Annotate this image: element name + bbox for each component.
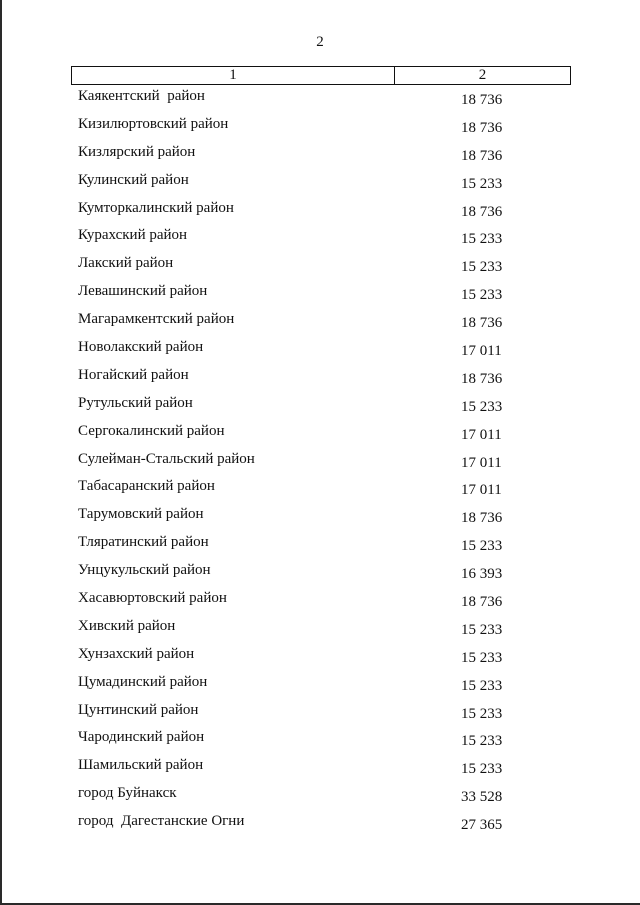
district-value: 17 011 (461, 343, 502, 360)
district-name: Тляратинский район (78, 534, 209, 551)
table-row (0, 116, 640, 144)
table-header-row (71, 66, 571, 85)
district-value: 15 233 (461, 538, 503, 555)
district-name: Ногайский район (78, 366, 189, 383)
district-name: Чародинский район (78, 729, 205, 746)
district-name: Сулейман-Стальский район (78, 450, 255, 467)
table-row (0, 702, 640, 730)
table-row (0, 395, 640, 423)
district-name: Кумторкалинский район (78, 199, 234, 216)
table-row (0, 729, 640, 757)
table-row (0, 785, 640, 813)
district-name: Кизилюртовский район (78, 115, 229, 132)
district-value: 15 233 (461, 705, 503, 722)
district-name: Шамильский район (78, 757, 204, 774)
table-row (0, 283, 640, 311)
table-row (0, 172, 640, 200)
table-row (0, 255, 640, 283)
district-name: Рутульский район (78, 394, 193, 411)
table-row (0, 200, 640, 228)
table-row (0, 674, 640, 702)
table-row (0, 646, 640, 674)
page-number: 2 (316, 34, 324, 50)
table-row (0, 562, 640, 590)
district-value: 18 736 (461, 510, 503, 527)
district-value: 18 736 (461, 594, 503, 611)
table-header-col-1: 1 (72, 67, 395, 84)
district-name: Сергокалинский район (78, 422, 225, 439)
table-row (0, 367, 640, 395)
district-name: город Буйнакск (78, 785, 177, 802)
district-value: 15 233 (461, 649, 503, 666)
district-value: 17 011 (461, 454, 502, 471)
district-name: Левашинский район (78, 283, 208, 300)
district-value: 18 736 (461, 315, 503, 332)
table-row (0, 757, 640, 785)
district-name: Новолакский район (78, 339, 204, 356)
table-row (0, 590, 640, 618)
table-row (0, 451, 640, 479)
district-value: 18 736 (461, 370, 503, 387)
district-name: город Дагестанские Огни (78, 813, 245, 830)
table-row (0, 144, 640, 172)
district-value: 27 365 (461, 817, 503, 834)
district-value: 33 528 (461, 789, 503, 806)
district-value: 15 233 (461, 733, 503, 750)
district-value: 15 233 (461, 761, 503, 778)
district-value: 17 011 (461, 482, 502, 499)
district-name: Хунзахский район (78, 645, 195, 662)
district-name: Кулинский район (78, 171, 189, 188)
district-value: 18 736 (461, 147, 503, 164)
district-value: 15 233 (461, 287, 503, 304)
district-name: Лакский район (78, 255, 174, 272)
table-row (0, 618, 640, 646)
district-value: 18 736 (461, 92, 503, 108)
district-name: Кизлярский район (78, 143, 196, 160)
table-header-col-2: 2 (478, 67, 487, 83)
table-row (0, 339, 640, 367)
table-row (0, 813, 640, 841)
district-value: 18 736 (461, 203, 503, 220)
table-row (0, 534, 640, 562)
table-row (0, 506, 640, 534)
district-value: 15 233 (461, 677, 503, 694)
table-row (0, 311, 640, 339)
district-value: 15 233 (461, 398, 503, 415)
district-name: Магарамкентский район (78, 311, 235, 328)
district-name: Каякентский район (78, 88, 205, 104)
district-value: 15 233 (461, 621, 503, 638)
district-value: 17 011 (461, 426, 502, 443)
district-value: 15 233 (461, 175, 503, 192)
table-body (0, 88, 640, 841)
table-row (0, 88, 640, 116)
district-name: Хасавюртовский район (78, 590, 227, 607)
district-value: 15 233 (461, 231, 503, 248)
district-name: Тарумовский район (78, 506, 204, 523)
table-row (0, 478, 640, 506)
table-row (0, 227, 640, 255)
district-name: Цунтинский район (78, 701, 199, 718)
district-value: 16 393 (461, 566, 503, 583)
table-row (0, 423, 640, 451)
district-name: Табасаранский район (78, 478, 215, 495)
district-name: Хивский район (78, 617, 176, 634)
district-value: 15 233 (461, 259, 503, 276)
district-name: Курахский район (78, 227, 188, 244)
district-value: 18 736 (461, 119, 503, 136)
district-name: Цумадинский район (78, 673, 208, 690)
district-name: Унцукульский район (78, 562, 211, 579)
